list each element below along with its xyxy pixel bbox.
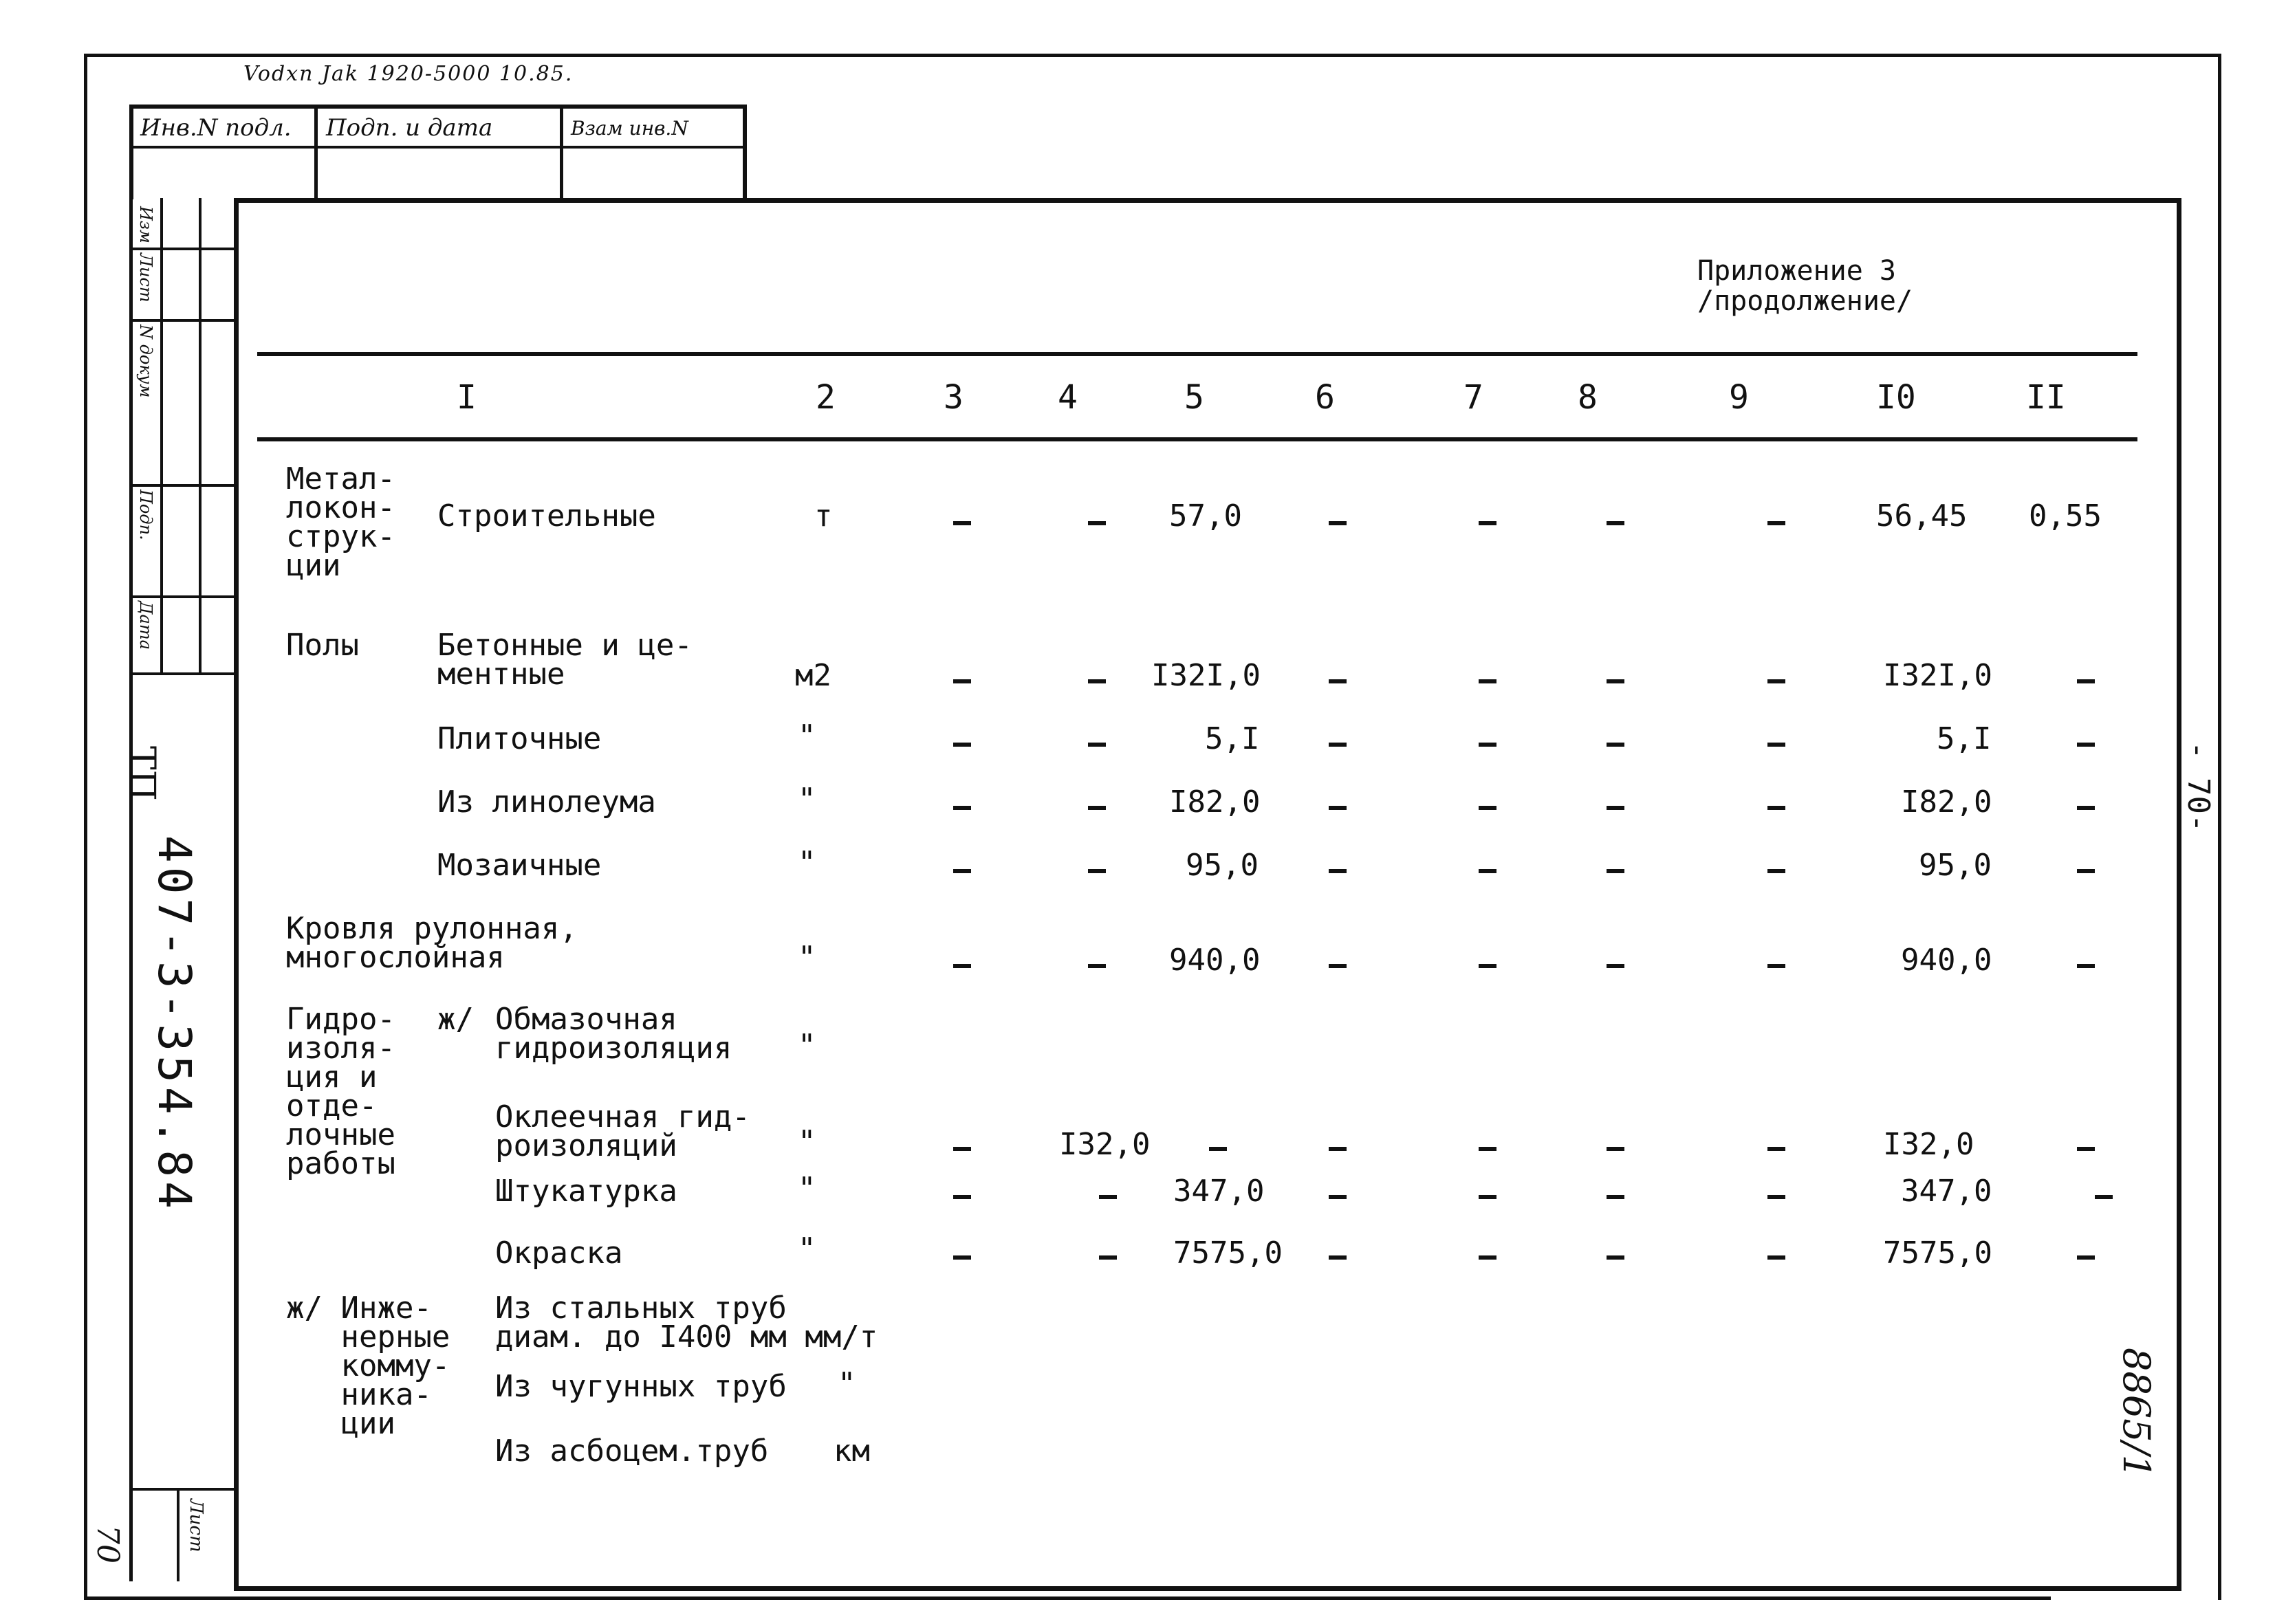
row-label: Строительные (437, 498, 656, 534)
unit-cell: " (798, 1231, 816, 1266)
empty-cell-dash (1767, 869, 1785, 873)
column-header: 3 (944, 378, 964, 417)
empty-cell-dash (1329, 964, 1347, 968)
table-header-rule (257, 437, 2137, 441)
empty-cell-dash (953, 869, 971, 873)
empty-cell-dash (1329, 1195, 1347, 1199)
inventory-number: 8865/1 (2115, 1348, 2158, 1478)
row-label: Из асбоцем.труб (495, 1434, 769, 1469)
unit-cell: " (798, 1124, 816, 1159)
row-label: Из чугунных труб (495, 1369, 787, 1404)
column-header: 6 (1315, 378, 1335, 417)
empty-cell-dash (953, 1255, 971, 1260)
empty-cell-dash (953, 1195, 971, 1199)
empty-cell-dash (1479, 1195, 1496, 1199)
value-cell: I32,0 (1883, 1127, 1974, 1162)
empty-cell-dash (1479, 806, 1496, 810)
unit-cell: " (798, 782, 816, 817)
value-cell: 57,0 (1169, 498, 1242, 534)
empty-cell-dash (953, 1147, 971, 1151)
sheet-label: Лист (186, 1499, 206, 1552)
table-top-rule (257, 352, 2137, 356)
column-header: 8 (1578, 378, 1598, 417)
strip-row-line (133, 1488, 237, 1491)
footnote-mark: ж/ (437, 1002, 474, 1037)
value-cell: 5,I (1937, 721, 1992, 756)
strip-col-line (160, 198, 163, 672)
stamp-col-divider (314, 109, 318, 199)
value-cell: 347,0 (1173, 1174, 1265, 1209)
empty-cell-dash (953, 679, 971, 683)
row-label: Обмазочная гидроизоляция (495, 1002, 732, 1066)
unit-cell: " (798, 718, 816, 754)
row-label: Мозаичные (437, 848, 602, 883)
empty-cell-dash (1607, 1195, 1624, 1199)
column-header: 9 (1729, 378, 1749, 417)
strip-word: N докум (136, 325, 155, 398)
outer-frame-bottom (84, 1596, 2051, 1600)
empty-cell-dash (1088, 806, 1106, 810)
group-label: Полы (286, 628, 359, 663)
empty-cell-dash (1479, 679, 1496, 683)
appendix-line: /продолжение/ (1697, 285, 1913, 317)
appendix-line: Приложение 3 (1697, 255, 1896, 287)
value-cell: I32,0 (1059, 1127, 1151, 1162)
column-header: 5 (1184, 378, 1204, 417)
empty-cell-dash (1767, 806, 1785, 810)
empty-cell-dash (1209, 1147, 1227, 1151)
empty-cell-dash (1479, 964, 1496, 968)
stamp-label-inventory: Инв.N подл. (140, 114, 292, 142)
group-label: Гидро- изоля- ция и отде- лочные работы (286, 1002, 395, 1181)
group-label: ж/ Инже- нерные комму- ника- ции (286, 1291, 450, 1441)
empty-cell-dash (1607, 806, 1624, 810)
empty-cell-dash (1607, 964, 1624, 968)
unit-cell: км (834, 1434, 870, 1469)
empty-cell-dash (2095, 1195, 2113, 1199)
strip-row-line (133, 672, 237, 675)
handwritten-note: Vodxn Jak 1920-5000 10.85. (243, 62, 574, 86)
value-cell: 56,45 (1876, 498, 1968, 534)
empty-cell-dash (1767, 743, 1785, 747)
value-cell: 95,0 (1919, 848, 1992, 883)
empty-cell-dash (1607, 743, 1624, 747)
empty-cell-dash (1767, 964, 1785, 968)
empty-cell-dash (1088, 964, 1106, 968)
empty-cell-dash (953, 521, 971, 525)
empty-cell-dash (1479, 869, 1496, 873)
empty-cell-dash (1607, 521, 1624, 525)
empty-cell-dash (2077, 964, 2095, 968)
empty-cell-dash (953, 964, 971, 968)
unit-cell: " (838, 1366, 856, 1401)
column-header: I (457, 378, 477, 417)
unit-cell: " (798, 1028, 816, 1063)
stamp-col-divider (560, 109, 563, 199)
strip-row-line (133, 484, 237, 487)
document-number: 407-3-354.84 (148, 835, 201, 1213)
group-label: Кровля рулонная, многослойная (286, 911, 578, 975)
value-cell: 347,0 (1901, 1174, 1992, 1209)
unit-cell: " (798, 845, 816, 880)
empty-cell-dash (953, 743, 971, 747)
empty-cell-dash (1329, 743, 1347, 747)
empty-cell-dash (1329, 521, 1347, 525)
empty-cell-dash (1479, 521, 1496, 525)
value-cell: I32I,0 (1151, 658, 1261, 693)
series-label: ТП (121, 746, 162, 802)
value-cell: 5,I (1205, 721, 1260, 756)
strip-row-line (133, 248, 237, 250)
empty-cell-dash (1329, 869, 1347, 873)
stamp-box (129, 105, 747, 199)
column-header: II (2026, 378, 2066, 417)
row-label: Из линолеума (437, 784, 656, 820)
unit-cell: м2 (795, 658, 831, 693)
group-label: Метал- локон- струк- ции (286, 461, 395, 583)
unit-cell: т (814, 498, 833, 534)
row-label: Из стальных труб диам. до I400 мм мм/т (495, 1291, 878, 1354)
empty-cell-dash (1767, 1255, 1785, 1260)
empty-cell-dash (1479, 1147, 1496, 1151)
unit-cell: " (798, 1171, 816, 1206)
empty-cell-dash (1088, 679, 1106, 683)
strip-row-line (133, 595, 237, 598)
row-label: Плиточные (437, 721, 602, 756)
row-label: Штукатурка (495, 1174, 677, 1209)
value-cell: 95,0 (1186, 848, 1259, 883)
empty-cell-dash (953, 806, 971, 810)
unit-cell: " (798, 940, 816, 975)
empty-cell-dash (1329, 679, 1347, 683)
value-cell: 940,0 (1169, 943, 1261, 978)
empty-cell-dash (1088, 869, 1106, 873)
empty-cell-dash (1767, 521, 1785, 525)
value-cell: 7575,0 (1883, 1236, 1992, 1271)
empty-cell-dash (1329, 806, 1347, 810)
column-header: 2 (816, 378, 836, 417)
value-cell: 7575,0 (1173, 1236, 1283, 1271)
value-cell: 940,0 (1901, 943, 1992, 978)
empty-cell-dash (2077, 743, 2095, 747)
empty-cell-dash (2077, 806, 2095, 810)
column-header: 7 (1463, 378, 1483, 417)
value-cell: I82,0 (1901, 784, 1992, 820)
empty-cell-dash (1607, 1255, 1624, 1260)
empty-cell-dash (1099, 1195, 1117, 1199)
strip-col-line (199, 198, 202, 672)
empty-cell-dash (1329, 1255, 1347, 1260)
empty-cell-dash (2077, 1147, 2095, 1151)
value-cell: I32I,0 (1883, 658, 1992, 693)
empty-cell-dash (1329, 1147, 1347, 1151)
page-number: - 70- (2181, 741, 2216, 833)
column-header: I0 (1876, 378, 1916, 417)
stamp-label-signature: Подп. и дата (326, 114, 493, 142)
stamp-divider (133, 146, 743, 149)
strip-row-line (133, 319, 237, 322)
empty-cell-dash (1767, 679, 1785, 683)
row-label: Оклеечная гид- роизоляций (495, 1099, 750, 1163)
empty-cell-dash (1479, 743, 1496, 747)
empty-cell-dash (1767, 1195, 1785, 1199)
column-header: 4 (1058, 378, 1078, 417)
value-cell: I82,0 (1169, 784, 1261, 820)
empty-cell-dash (1607, 679, 1624, 683)
strip-word: Дата (136, 601, 155, 650)
strip-word: Лист (136, 253, 155, 303)
empty-cell-dash (2077, 869, 2095, 873)
empty-cell-dash (1479, 1255, 1496, 1260)
empty-cell-dash (1088, 743, 1106, 747)
row-label: Окраска (495, 1236, 623, 1271)
value-cell: 0,55 (2029, 498, 2102, 534)
empty-cell-dash (2077, 1255, 2095, 1260)
empty-cell-dash (1607, 869, 1624, 873)
empty-cell-dash (1088, 521, 1106, 525)
empty-cell-dash (1767, 1147, 1785, 1151)
strip-col-line (177, 1488, 179, 1581)
empty-cell-dash (2077, 679, 2095, 683)
stamp-label-replacement: Взам инв.N (571, 117, 688, 140)
sheet-number: 70 (90, 1525, 125, 1563)
appendix-title (1697, 256, 1913, 316)
strip-word: Изм (136, 206, 155, 243)
strip-word: Подп. (136, 490, 155, 540)
empty-cell-dash (1099, 1255, 1117, 1260)
row-label: Бетонные и це- ментные (437, 628, 693, 692)
empty-cell-dash (1607, 1147, 1624, 1151)
